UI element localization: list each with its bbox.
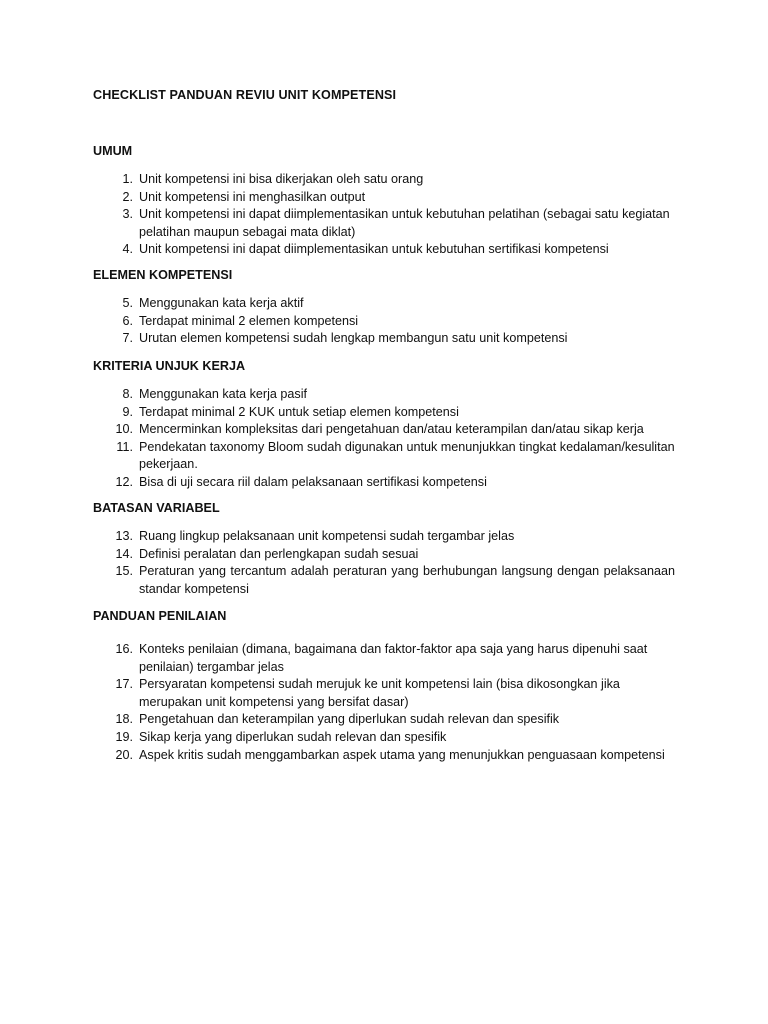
item-number: 11. bbox=[116, 439, 133, 454]
item-number: 8. bbox=[122, 387, 133, 401]
list-item bbox=[93, 404, 675, 422]
list-item bbox=[93, 474, 675, 492]
item-text: Pengetahuan dan keterampilan yang diperlukan sudah relevan dan spesifik bbox=[139, 712, 560, 727]
item-text: Persyaratan kompetensi sudah merujuk ke unit kompetensi lain (bisa dikosongkan jika merupakan unit kompetensi yang bersifat dasar) bbox=[139, 677, 620, 709]
section-batasan-variabel bbox=[93, 499, 675, 598]
list-item bbox=[93, 171, 675, 189]
item-number: 7. bbox=[122, 331, 133, 346]
list-item bbox=[93, 295, 675, 313]
item-text: Terdapat minimal 2 elemen kompetensi bbox=[139, 313, 359, 328]
list-item bbox=[93, 563, 675, 598]
item-text: Unit kompetensi ini menghasilkan output bbox=[139, 189, 366, 204]
list-item bbox=[93, 711, 675, 729]
list-item bbox=[93, 206, 675, 241]
item-number: 17. bbox=[115, 677, 133, 692]
item-number: 19. bbox=[115, 729, 133, 744]
item-number: 9. bbox=[122, 404, 133, 419]
item-text: Bisa di uji secara riil dalam pelaksanaan sertifikasi kompetensi bbox=[139, 474, 487, 489]
list-item bbox=[93, 313, 675, 331]
checklist bbox=[93, 641, 675, 764]
list-item bbox=[93, 241, 675, 259]
item-number: 4. bbox=[122, 242, 133, 257]
item-text: Definisi peralatan dan perlengkapan sudah sesuai bbox=[139, 546, 419, 561]
item-text: Menggunakan kata kerja aktif bbox=[139, 296, 304, 310]
item-text: Ruang lingkup pelaksanaan unit kompetensi sudah tergambar jelas bbox=[139, 529, 515, 543]
checklist bbox=[93, 528, 675, 598]
item-text: Unit kompetensi ini dapat diimplementasikan untuk kebutuhan sertifikasi kompetensi bbox=[139, 242, 609, 257]
document-title: CHECKLIST PANDUAN REVIU UNIT KOMPETENSI bbox=[93, 88, 397, 102]
checklist bbox=[93, 295, 675, 348]
section-heading: PANDUAN PENILAIAN bbox=[93, 609, 227, 623]
list-item bbox=[93, 439, 675, 474]
list-item bbox=[93, 330, 675, 348]
item-text: Unit kompetensi ini dapat diimplementasikan untuk kebutuhan pelatihan (sebagai satu kegiatan pelatihan maupun sebagai mata diklat) bbox=[139, 207, 670, 239]
section-panduan-penilaian bbox=[93, 607, 675, 764]
item-text: Urutan elemen kompetensi sudah lengkap membangun satu unit kompetensi bbox=[139, 331, 568, 346]
item-text: Peraturan yang tercantum adalah peraturan yang berhubungan langsung dengan pelaksanaan standar kompetensi bbox=[139, 564, 675, 596]
item-text: Konteks penilaian (dimana, bagaimana dan faktor-faktor apa saja yang harus dipenuhi saat penilaian) tergambar jelas bbox=[139, 642, 648, 674]
item-number: 20. bbox=[115, 747, 133, 762]
list-item bbox=[93, 676, 675, 711]
item-number: 18. bbox=[115, 712, 133, 727]
item-number: 12. bbox=[115, 474, 133, 489]
item-text: Aspek kritis sudah menggambarkan aspek utama yang menunjukkan penguasaan kompetensi bbox=[139, 747, 665, 762]
item-number: 13. bbox=[115, 529, 133, 543]
list-item bbox=[93, 421, 675, 439]
list-item bbox=[93, 386, 675, 404]
item-text: Terdapat minimal 2 KUK untuk setiap elemen kompetensi bbox=[139, 404, 459, 419]
section-heading: BATASAN VARIABEL bbox=[93, 501, 220, 515]
item-text: Unit kompetensi ini bisa dikerjakan oleh satu orang bbox=[139, 172, 424, 186]
item-number: 14. bbox=[115, 546, 133, 561]
item-text: Sikap kerja yang diperlukan sudah relevan dan spesifik bbox=[139, 729, 447, 744]
list-item bbox=[93, 747, 675, 765]
item-number: 5. bbox=[122, 296, 133, 310]
section-heading: ELEMEN KOMPETENSI bbox=[93, 268, 233, 282]
item-number: 10. bbox=[115, 422, 133, 437]
list-item bbox=[93, 641, 675, 676]
checklist bbox=[93, 171, 675, 259]
list-item bbox=[93, 729, 675, 747]
item-text: Menggunakan kata kerja pasif bbox=[139, 387, 308, 401]
item-number: 3. bbox=[122, 207, 133, 222]
item-number: 6. bbox=[122, 313, 133, 328]
section-umum bbox=[93, 142, 675, 259]
section-heading: KRITERIA UNJUK KERJA bbox=[93, 359, 246, 373]
list-item bbox=[93, 546, 675, 564]
list-item bbox=[93, 189, 675, 207]
section-kriteria-unjuk-kerja bbox=[93, 357, 675, 492]
item-number: 2. bbox=[122, 189, 133, 204]
item-text: Pendekatan taxonomy Bloom sudah digunakan untuk menunjukkan tingkat kedalaman/kesulitan pekerjaan. bbox=[139, 439, 675, 472]
section-heading: UMUM bbox=[93, 144, 133, 158]
item-number: 16. bbox=[115, 642, 133, 656]
item-number: 1. bbox=[122, 172, 133, 186]
item-number: 15. bbox=[115, 564, 133, 579]
section-elemen-kompetensi bbox=[93, 266, 675, 348]
checklist bbox=[93, 386, 675, 492]
list-item bbox=[93, 528, 675, 546]
item-text: Mencerminkan kompleksitas dari pengetahuan dan/atau keterampilan dan/atau sikap kerja bbox=[139, 422, 644, 437]
